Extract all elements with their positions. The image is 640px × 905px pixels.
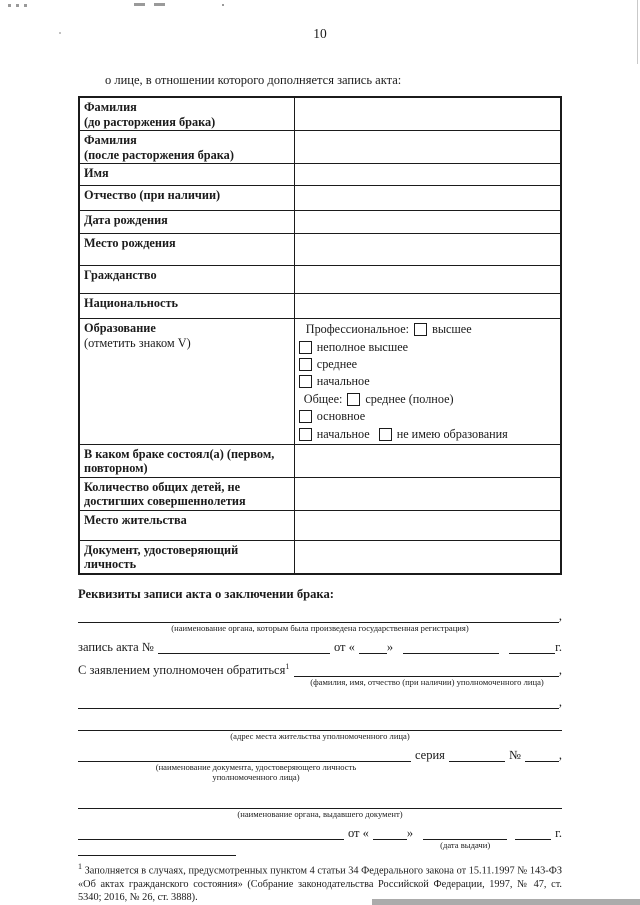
blank-issuing-org[interactable]: [78, 795, 562, 809]
record-number-line: запись акта № от « » г.: [78, 639, 562, 654]
footnote-separator: [78, 855, 236, 856]
table-row: [79, 444, 561, 477]
table-row: [79, 164, 561, 186]
blank-document-name[interactable]: [78, 748, 411, 762]
applicant-line: С заявлением уполномочен обратиться$^1$ ,: [78, 661, 562, 677]
incomplete-higher-checkbox[interactable]: [299, 341, 312, 354]
row-label-patronymic: Отчество (при наличии): [79, 186, 294, 211]
table-row: [79, 186, 561, 211]
primary-general-checkbox[interactable]: [299, 428, 312, 441]
blank-year[interactable]: [509, 640, 555, 654]
footnote-text: $^1$ Заполняется в случаях, предусмотренных пунктом 4 статьи 34 Федерального закона от 15.11.1997 № 143-ФЗ «Об актах гражданского состояния» (Собрание законодательства Российской Федерации, 1997, № 47, ст. 5340; 2016, № 26, ст. 3888).: [78, 861, 562, 904]
intro-line: о лице, в отношении которого дополняется запись акта:: [105, 73, 402, 87]
row-label-surname-after: Фамилия (после расторжения брака): [79, 131, 294, 164]
education-option-line: начальное: [299, 373, 556, 390]
value-cell-birth-date[interactable]: [294, 211, 561, 234]
education-options-cell: [294, 319, 561, 445]
caption-identity-document: (наименование документа, удостоверяющего личность уполномоченного лица): [155, 761, 357, 782]
no-education-checkbox[interactable]: [379, 428, 392, 441]
blank-applicant-name[interactable]: [294, 663, 559, 677]
value-cell-minor-children[interactable]: [294, 477, 561, 510]
scan-speck: [8, 4, 11, 7]
table-row: [79, 540, 561, 574]
blank-issue-day[interactable]: [373, 826, 407, 840]
row-label-first-name: Имя: [79, 164, 294, 186]
blank-record-number[interactable]: [158, 640, 330, 654]
applicant-extra-line: ,: [78, 695, 562, 709]
blank-applicant-extra[interactable]: [78, 695, 559, 709]
scan-speck: [24, 4, 27, 7]
blank-document-number[interactable]: [525, 748, 559, 762]
table-row: [79, 234, 561, 266]
blank-address[interactable]: [78, 717, 562, 731]
table-row: [79, 294, 561, 319]
blank-registration-org[interactable]: [78, 609, 559, 623]
person-details-table: [78, 96, 562, 575]
issuing-org-line: [78, 795, 562, 809]
table-row: [79, 319, 561, 445]
caption-applicant: (фамилия, имя, отчество (при наличии) уполномоченного лица): [310, 676, 544, 687]
row-label-education: Образование (отметить знаком V): [79, 319, 294, 445]
value-cell-nationality[interactable]: [294, 294, 561, 319]
table-row: [79, 131, 561, 164]
caption-address: (адрес места жительства уполномоченного лица): [230, 730, 410, 741]
value-cell-surname-before[interactable]: [294, 97, 561, 131]
document-series-line: серия № ,: [78, 748, 562, 762]
value-cell-birth-place[interactable]: [294, 234, 561, 266]
scan-edge-artifact: [637, 0, 638, 64]
table-row: [79, 97, 561, 131]
secondary-professional-checkbox[interactable]: [299, 358, 312, 371]
blank-issuing-org-2[interactable]: [78, 826, 344, 840]
scan-speck: [134, 3, 145, 6]
row-label-minor-children: Количество общих детей, не достигших совершеннолетия: [79, 477, 294, 510]
page-number: 10: [313, 26, 327, 41]
value-cell-first-name[interactable]: [294, 164, 561, 186]
footnote-reference: 1: [285, 661, 290, 671]
scan-bottom-artifact: [372, 899, 640, 905]
address-line: [78, 717, 562, 731]
blank-month[interactable]: [403, 640, 499, 654]
value-cell-marriage-order[interactable]: [294, 444, 561, 477]
value-cell-surname-after[interactable]: [294, 131, 561, 164]
row-label-birth-place: Место рождения: [79, 234, 294, 266]
blank-issue-month[interactable]: [423, 826, 507, 850]
row-label-marriage-order: В каком браке состоял(а) (первом, повторном): [79, 444, 294, 477]
scan-speck: [154, 3, 165, 6]
row-label-residence: Место жительства: [79, 510, 294, 540]
blank-issue-year[interactable]: [515, 826, 551, 840]
secondary-complete-checkbox[interactable]: [347, 393, 360, 406]
document-body: [78, 73, 562, 905]
basic-general-checkbox[interactable]: [299, 410, 312, 423]
requisites-heading: Реквизиты записи акта о заключении брака:: [78, 586, 334, 601]
education-option-line: основное: [299, 408, 556, 425]
value-cell-residence[interactable]: [294, 510, 561, 540]
education-general-line: Общее: среднее (полное): [303, 391, 454, 406]
education-option-line: среднее: [299, 356, 556, 373]
higher-education-checkbox[interactable]: [414, 323, 427, 336]
table-row: [79, 266, 561, 294]
row-label-identity-document: Документ, удостоверяющий личность: [79, 540, 294, 574]
education-option-line: неполное высшее: [299, 338, 556, 355]
caption-registration-org: (наименование органа, которым была произведена государственная регистрация): [171, 622, 469, 633]
table-row: [79, 211, 561, 234]
table-row: [79, 510, 561, 540]
education-option-line: начальное не имею образования: [299, 425, 556, 442]
row-label-surname-before: Фамилия (до расторжения брака): [79, 97, 294, 131]
row-label-nationality: Национальность: [79, 294, 294, 319]
table-row: [79, 477, 561, 510]
value-cell-patronymic[interactable]: [294, 186, 561, 211]
primary-professional-checkbox[interactable]: [299, 375, 312, 388]
value-cell-identity-document[interactable]: [294, 540, 561, 574]
footnote-marker: 1: [78, 861, 82, 871]
scan-speck: [16, 4, 19, 7]
scan-speck: [222, 4, 224, 6]
issue-date-line: от « » (дата выдачи) г.: [78, 826, 562, 840]
registration-org-line: ,: [78, 609, 562, 623]
caption-issue-date: (дата выдачи): [440, 839, 491, 850]
row-label-citizenship: Гражданство: [79, 266, 294, 294]
scan-speck: [59, 32, 61, 34]
caption-issuing-org: (наименование органа, выдавшего документ): [237, 808, 403, 819]
value-cell-citizenship[interactable]: [294, 266, 561, 294]
row-label-birth-date: Дата рождения: [79, 211, 294, 234]
education-professional-line: Профессиональное: высшее: [305, 322, 472, 337]
blank-series[interactable]: [449, 748, 505, 762]
blank-day[interactable]: [359, 640, 387, 654]
